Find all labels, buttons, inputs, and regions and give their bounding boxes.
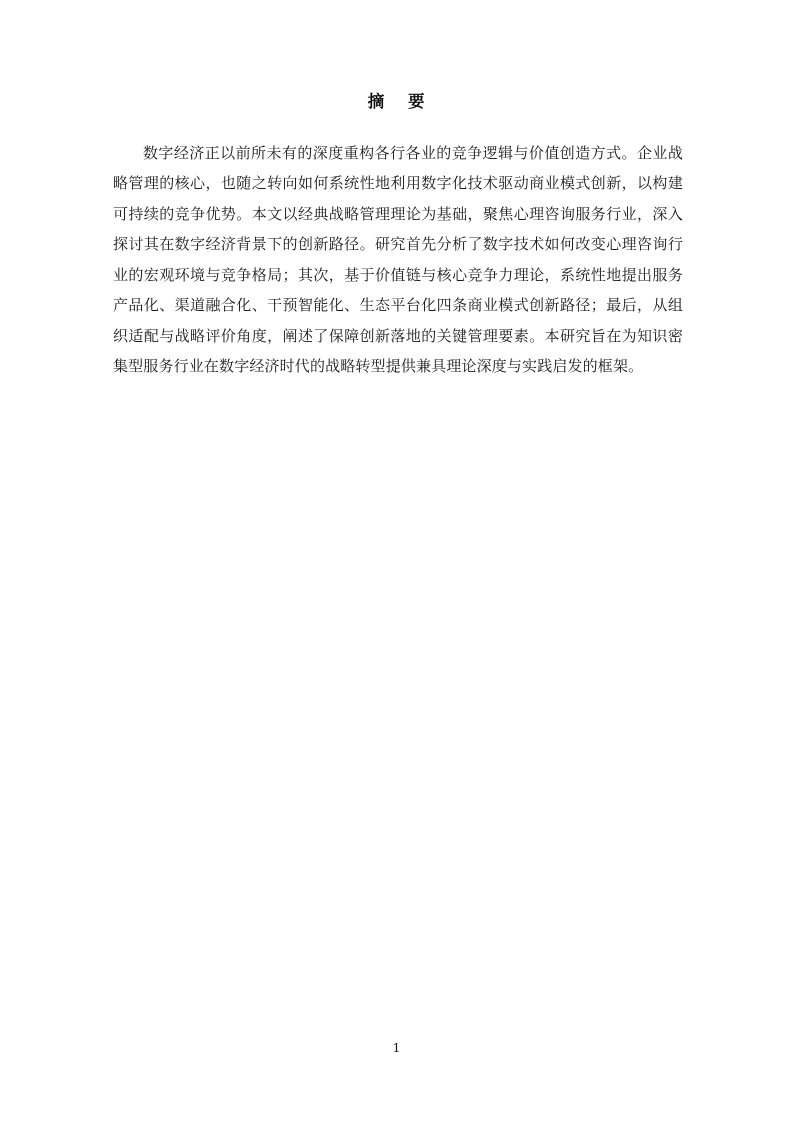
abstract-section: [113, 88, 683, 382]
abstract-paragraph: 数字经济正以前所未有的深度重构各行各业的竞争逻辑与价值创造方式。企业战略管理的核心，也随之转向如何系统性地利用数字化技术驱动商业模式创新，以构建可持续的竞争优势。本文以经典战略管理理论为基础，聚焦心理咨询服务行业，深入探讨其在数字经济背景下的创新路径。研究首先分析了数字技术如何改变心理咨询行业的宏观环境与竞争格局；其次，基于价值链与核心竞争力理论，系统性地提出服务产品化、渠道融合化、干预智能化、生态平台化四条商业模式创新路径；最后，从组织适配与战略评价角度，阐述了保障创新落地的关键管理要素。本研究旨在为知识密集型服务行业在数字经济时代的战略转型提供兼具理论深度与实践启发的框架。: [113, 144, 683, 376]
page-number: 1: [392, 1040, 401, 1055]
page-title: 摘 要: [367, 92, 429, 111]
